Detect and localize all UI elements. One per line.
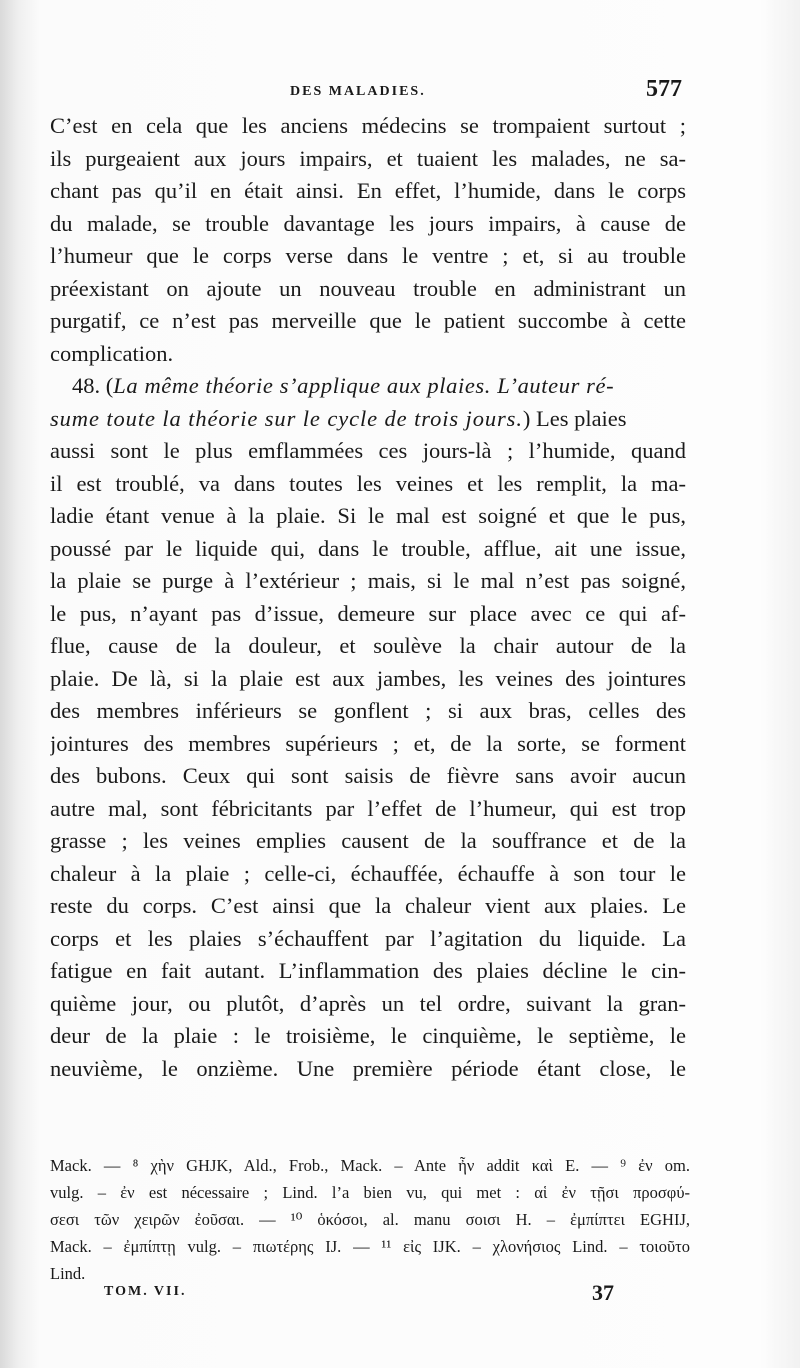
page-footer bbox=[104, 1280, 614, 1308]
body-text bbox=[50, 110, 686, 1085]
text-line: complication. bbox=[50, 340, 174, 366]
text-line: l’humeur que le corps verse dans le ventre ; et, si au trouble bbox=[50, 243, 686, 268]
text-line: quième jour, ou plutôt, d’après un tel ordre, suivant la gran- bbox=[50, 990, 686, 1016]
footnote-line: Mack. — ⁸ χὴν GHJK, Ald., Frob., Mack. – Ante ἦν addit καὶ E. — ⁹ ἐν om. bbox=[50, 1156, 690, 1175]
text-line: des membres inférieurs se gonflent ; si aux bras, celles des bbox=[50, 698, 686, 723]
text-line: grasse ; les veines emplies causent de la souffrance et de la bbox=[50, 828, 686, 853]
text-line: préexistant on ajoute un nouveau trouble en administrant un bbox=[50, 275, 686, 301]
text-line: corps et les plaies s’échauffent par l’agitation du liquide. La bbox=[50, 925, 686, 951]
text-line bbox=[50, 370, 686, 403]
italic-summary: La même théorie s’applique aux plaies. L’auteur ré- bbox=[113, 373, 615, 398]
footnotes bbox=[50, 1152, 690, 1287]
text-line: ils purgeaient aux jours impairs, et tuaient les malades, ne sa- bbox=[50, 145, 686, 171]
text-line: il est troublé, va dans toutes les veines et les remplit, la ma- bbox=[50, 470, 686, 496]
text-line: ladie étant venue à la plaie. Si le mal est soigné et que le pus, bbox=[50, 503, 686, 528]
page-number: 577 bbox=[646, 76, 682, 102]
paragraph-1 bbox=[50, 110, 686, 370]
footnote-line: vulg. – ἐν est nécessaire ; Lind. l’a bien vu, qui met : αἱ ἐν τῇσι προσφύ- bbox=[50, 1183, 690, 1202]
footnote-line: Lind. bbox=[50, 1264, 86, 1283]
running-head bbox=[50, 76, 682, 106]
text-line: flue, cause de la douleur, et soulève la chair autour de la bbox=[50, 633, 686, 658]
running-title: DES MALADIES. bbox=[290, 84, 426, 99]
text-span: ) Les plaies bbox=[522, 405, 627, 431]
footnote-line: Mack. – ἐμπίπτῃ vulg. – πιωτέρης IJ. — ¹¹ εἰς IJK. – χλονήσιος Lind. – τοιοῦτο bbox=[50, 1237, 690, 1256]
text-line: autre mal, sont fébricitants par l’effet de l’humeur, qui est trop bbox=[50, 795, 686, 821]
italic-summary: sume toute la théorie sur le cycle de trois jours. bbox=[50, 405, 523, 431]
section-number: 48. ( bbox=[72, 373, 114, 398]
text-line: chant pas qu’il en était ainsi. En effet, l’humide, dans le corps bbox=[50, 178, 686, 203]
text-line: jointures des membres supérieurs ; et, de la sorte, se forment bbox=[50, 730, 686, 756]
text-line: poussé par le liquide qui, dans le trouble, afflue, ait une issue, bbox=[50, 535, 686, 561]
signature-mark: 37 bbox=[592, 1280, 614, 1305]
text-line: chaleur à la plaie ; celle-ci, échauffée, échauffe à son tour le bbox=[50, 860, 686, 886]
text-line: le pus, n’ayant pas d’issue, demeure sur place avec ce qui af- bbox=[50, 600, 686, 626]
text-line: fatigue en fait autant. L’inflammation des plaies décline le cin- bbox=[50, 958, 686, 983]
footnote-line: σεσι τῶν χειρῶν ἐοῦσαι. — ¹⁰ ὁκόσοι, al. manu σοισι H. – ἐμπίπτει EGHIJ, bbox=[50, 1210, 690, 1229]
text-line bbox=[50, 403, 686, 436]
paragraph-48 bbox=[50, 370, 686, 1085]
text-line: aussi sont le plus emflammées ces jours-là ; l’humide, quand bbox=[50, 438, 686, 463]
text-line: C’est en cela que les anciens médecins se trompaient surtout ; bbox=[50, 113, 686, 138]
text-line: reste du corps. C’est ainsi que la chaleur vient aux plaies. Le bbox=[50, 893, 686, 918]
text-line: du malade, se trouble davantage les jours impairs, à cause de bbox=[50, 210, 686, 236]
text-line: deur de la plaie : le troisième, le cinquième, le septième, le bbox=[50, 1023, 686, 1048]
text-line: neuvième, le onzième. Une première période étant close, le bbox=[50, 1055, 686, 1081]
text-line: purgatif, ce n’est pas merveille que le patient succombe à cette bbox=[50, 308, 686, 333]
text-line: plaie. De là, si la plaie est aux jambes, les veines des jointures bbox=[50, 665, 686, 691]
volume-label: TOM. VII. bbox=[104, 1284, 187, 1299]
text-line: la plaie se purge à l’extérieur ; mais, si le mal n’est pas soigné, bbox=[50, 568, 686, 593]
text-line: des bubons. Ceux qui sont saisis de fièvre sans avoir aucun bbox=[50, 763, 686, 788]
